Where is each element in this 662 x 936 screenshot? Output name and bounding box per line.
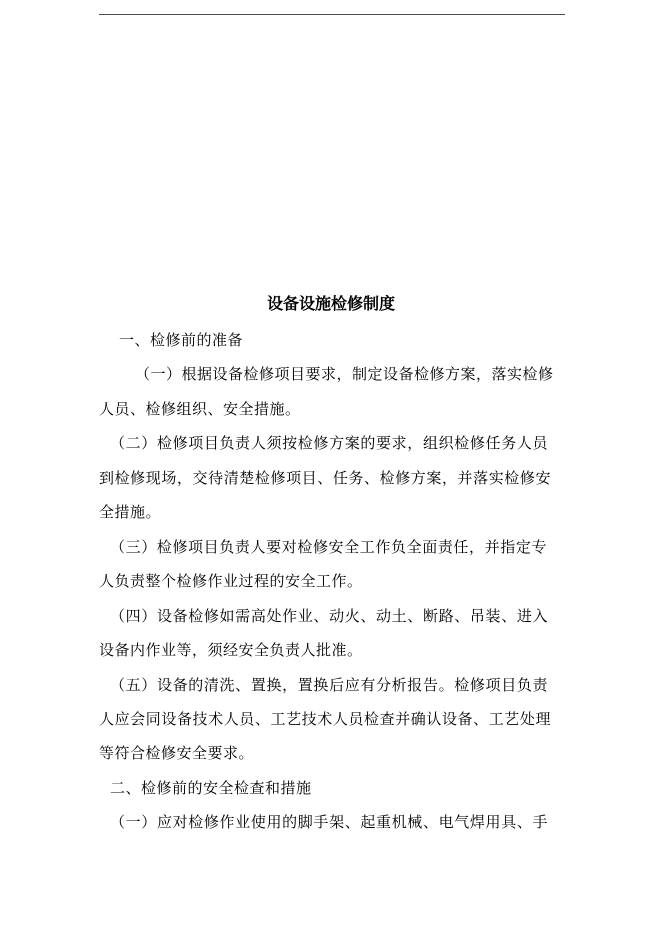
paragraph-line: （一）应对检修作业使用的脚手架、起重机械、电气焊用具、手 — [110, 813, 548, 831]
section-heading-1: 一、检修前的准备 — [119, 331, 244, 349]
paragraph-line: 到检修现场，交待清楚检修项目、任务、检修方案，并落实检修安 — [99, 469, 551, 487]
paragraph-line: 等符合检修安全要求。 — [99, 744, 255, 762]
paragraph-line: 全措施。 — [99, 503, 162, 521]
paragraph-line: 人员、检修组织、安全措施。 — [99, 400, 301, 418]
section-heading-2: 二、检修前的安全检查和措施 — [110, 779, 312, 797]
document-title: 设备设施检修制度 — [266, 294, 395, 313]
paragraph-line: （二）检修项目负责人须按检修方案的要求，组织检修任务人员 — [110, 434, 548, 452]
paragraph-line: 人负责整个检修作业过程的安全工作。 — [99, 572, 363, 590]
paragraph-line: （四）设备检修如需高处作业、动火、动土、断路、吊装、进入 — [110, 607, 548, 625]
paragraph-line: 设备内作业等，须经安全负责人批准。 — [99, 641, 363, 659]
paragraph-line: （三）检修项目负责人要对检修安全工作负全面责任，并指定专 — [110, 538, 547, 556]
paragraph-line: 人应会同设备技术人员、工艺技术人员检查并确认设备、工艺处理 — [99, 710, 551, 728]
paragraph-line: （一）根据设备检修项目要求，制定设备检修方案，落实检修 — [135, 365, 554, 383]
paragraph-line: （五）设备的清洗、置换，置换后应有分析报告。检修项目负责 — [110, 676, 548, 694]
header-rule — [99, 14, 565, 15]
